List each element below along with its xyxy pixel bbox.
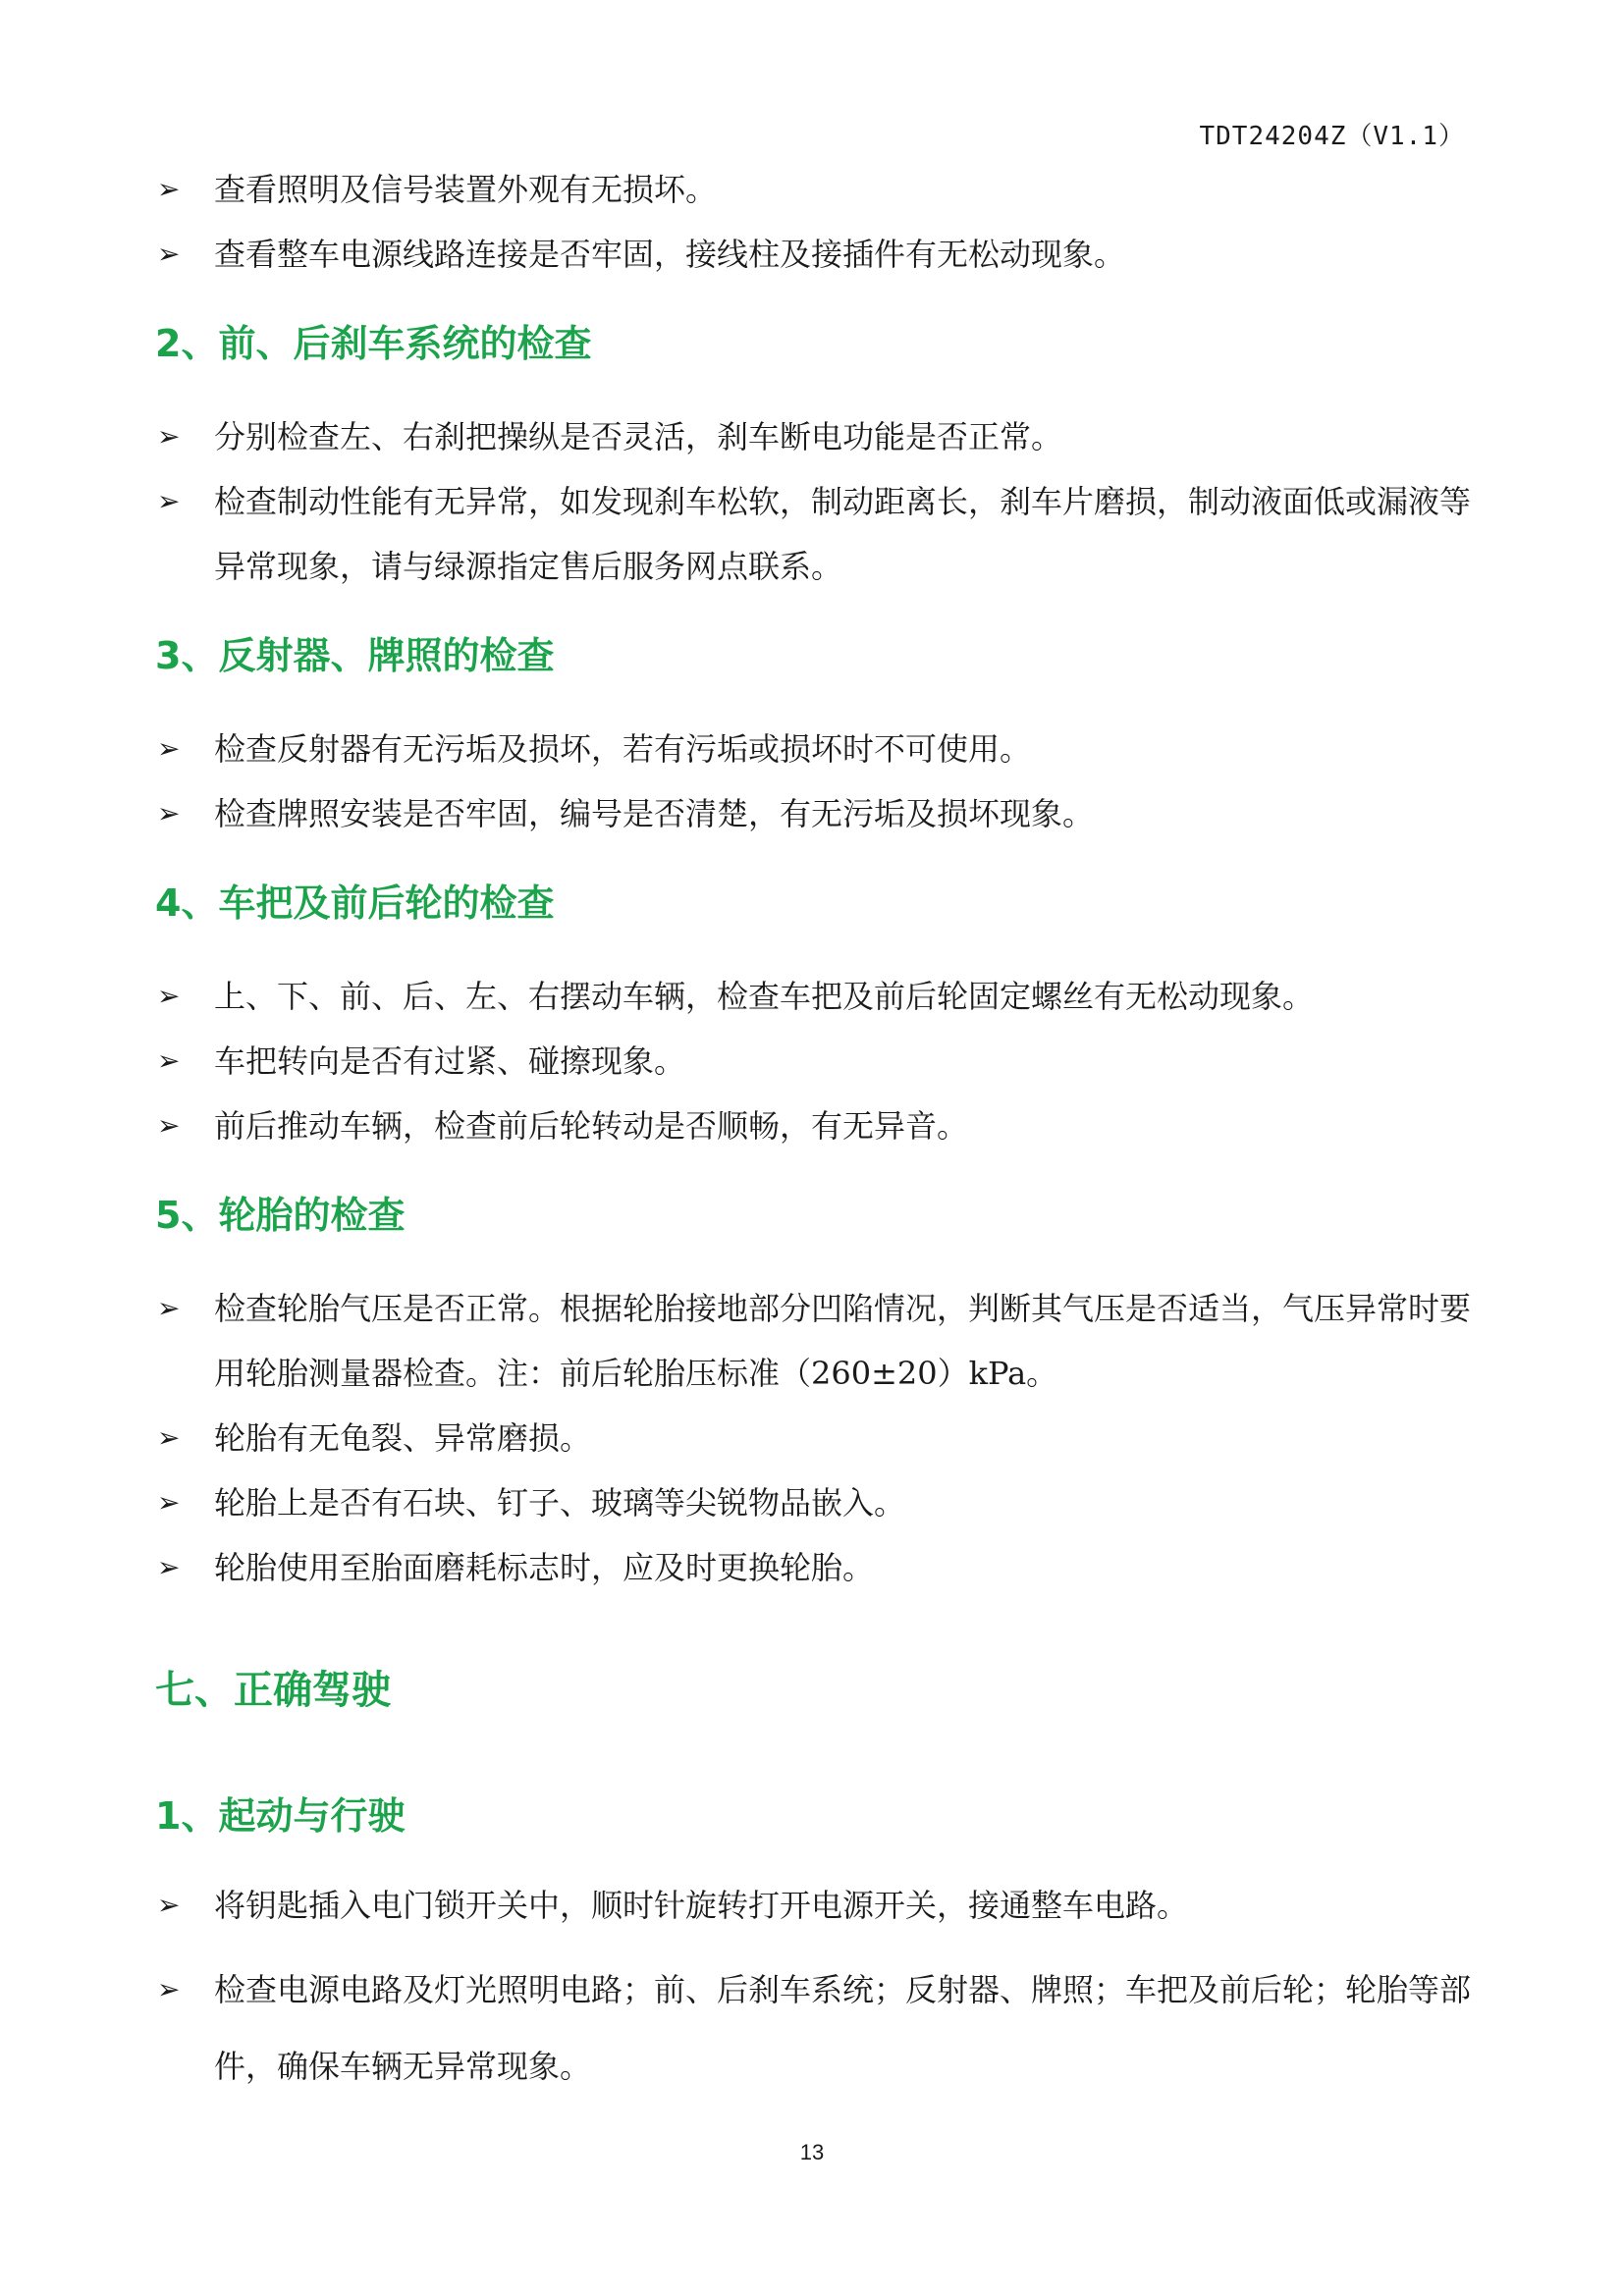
arrowhead-bullet-icon: ➢ [157, 1551, 181, 1583]
section-bullet-list [155, 964, 1487, 1158]
section-heading: 5、轮胎的检查 [155, 1194, 406, 1237]
list-item-text: 车把转向是否有过紧、碰擦现象。 [214, 1042, 686, 1080]
section-bullet-list [155, 1873, 1487, 2105]
list-item [155, 1535, 1487, 1600]
list-item [155, 404, 1487, 469]
list-item [155, 469, 1487, 599]
list-item-text: 查看整车电源线路连接是否牢固，接线柱及接插件有无松动现象。 [214, 236, 1126, 273]
arrowhead-bullet-icon: ➢ [157, 1044, 181, 1077]
arrowhead-bullet-icon: ➢ [157, 980, 181, 1012]
list-item [155, 717, 1487, 781]
document-code: TDT24204Z（V1.1） [1199, 122, 1465, 151]
list-item [155, 1094, 1487, 1158]
list-item [155, 1029, 1487, 1094]
section-bullet-list [155, 404, 1487, 599]
arrowhead-bullet-icon: ➢ [157, 420, 181, 453]
arrowhead-bullet-icon: ➢ [157, 1973, 181, 2005]
intro-bullet-list [155, 157, 1487, 287]
section-heading: 2、前、后刹车系统的检查 [155, 322, 592, 365]
section-heading: 1、起动与行驶 [155, 1794, 406, 1838]
arrowhead-bullet-icon: ➢ [157, 238, 181, 270]
list-item [155, 781, 1487, 846]
arrowhead-bullet-icon: ➢ [157, 732, 181, 765]
section-heading: 4、车把及前后轮的检查 [155, 881, 555, 925]
list-item-text: 前后推动车辆，检查前后轮转动是否顺畅，有无异音。 [214, 1107, 969, 1145]
list-item-text: 检查牌照安装是否牢固，编号是否清楚，有无污垢及损坏现象。 [214, 795, 1095, 832]
arrowhead-bullet-icon: ➢ [157, 1421, 181, 1454]
section-bullet-list [155, 717, 1487, 846]
list-item [155, 1406, 1487, 1470]
page-number: 13 [799, 2140, 825, 2164]
list-item [155, 1951, 1487, 2105]
arrowhead-bullet-icon: ➢ [157, 1889, 181, 1921]
list-item-text: 检查制动性能有无异常，如发现刹车松软，制动距离长，刹车片磨损，制动液面低或漏液等异常现象，请与绿源指定售后服务网点联系。 [214, 483, 1472, 585]
chapter-heading: 七、正确驾驶 [155, 1668, 391, 1713]
list-item-text: 轮胎有无龟裂、异常磨损。 [214, 1419, 592, 1457]
list-item [155, 157, 1487, 222]
list-item [155, 1873, 1487, 1938]
list-item-text: 轮胎使用至胎面磨耗标志时，应及时更换轮胎。 [214, 1549, 875, 1586]
list-item [155, 222, 1487, 287]
arrowhead-bullet-icon: ➢ [157, 1109, 181, 1142]
list-item [155, 1470, 1487, 1535]
list-item-text: 将钥匙插入电门锁开关中，顺时针旋转打开电源开关，接通整车电路。 [214, 1887, 1189, 1924]
section-heading: 3、反射器、牌照的检查 [155, 634, 555, 677]
list-item-text: 检查反射器有无污垢及损坏，若有污垢或损坏时不可使用。 [214, 730, 1032, 768]
list-item [155, 1276, 1487, 1406]
list-item-text: 检查轮胎气压是否正常。根据轮胎接地部分凹陷情况，判断其气压是否适当，气压异常时要用轮胎测量器检查。注：前后轮胎压标准（260±20）kPa。 [214, 1290, 1472, 1392]
arrowhead-bullet-icon: ➢ [157, 1292, 181, 1324]
list-item-text: 查看照明及信号装置外观有无损坏。 [214, 171, 718, 208]
list-item-text: 上、下、前、后、左、右摆动车辆，检查车把及前后轮固定螺丝有无松动现象。 [214, 978, 1315, 1015]
section-bullet-list [155, 1276, 1487, 1600]
arrowhead-bullet-icon: ➢ [157, 173, 181, 205]
list-item [155, 964, 1487, 1029]
list-item-text: 轮胎上是否有石块、钉子、玻璃等尖锐物品嵌入。 [214, 1484, 906, 1522]
arrowhead-bullet-icon: ➢ [157, 1486, 181, 1519]
list-item-text: 检查电源电路及灯光照明电路；前、后刹车系统；反射器、牌照；车把及前后轮；轮胎等部件，确保车辆无异常现象。 [214, 1971, 1472, 2085]
page-content [155, 157, 1487, 2105]
arrowhead-bullet-icon: ➢ [157, 485, 181, 517]
arrowhead-bullet-icon: ➢ [157, 797, 181, 829]
list-item-text: 分别检查左、右刹把操纵是否灵活，刹车断电功能是否正常。 [214, 418, 1063, 455]
